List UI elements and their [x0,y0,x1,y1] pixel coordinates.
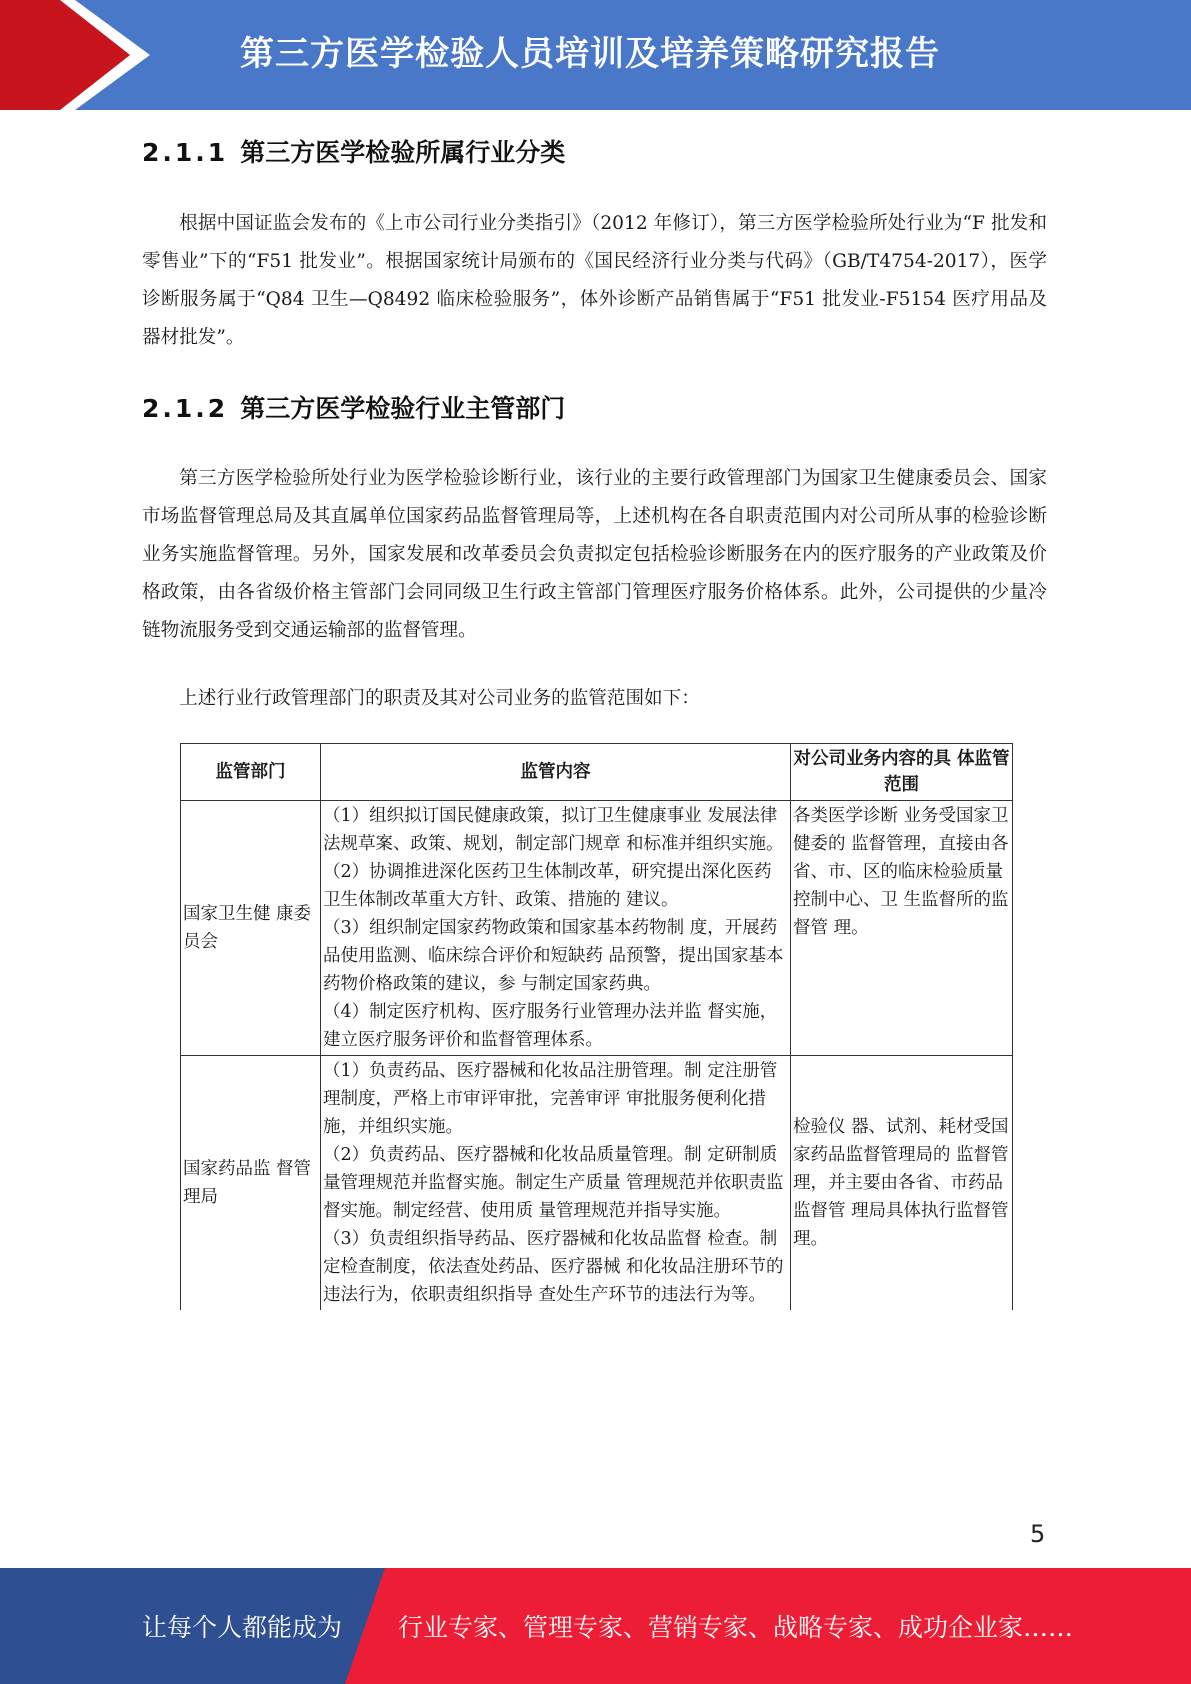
table-cell-dept: 国家药品监 督管理局 [181,1056,321,1311]
section-paragraph-2-1-2: 第三方医学检验所处行业为医学检验诊断行业，该行业的主要行政管理部门为国家卫生健康委员会、国家市场监督管理总局及其直属单位国家药品监督管理局等，上述机构在各自职责范围内对公司所从事的检验诊断业务实施监督管理。另外，国家发展和改革委员会负责拟定包括检验诊断服务在内的医疗服务的产业政策及价格政策，由各省级价格主管部门会同同级卫生行政主管部门管理医疗服务价格体系。此外，公司提供的少量冷链物流服务受到交通运输部的监督管理。 [142,468,1047,641]
duty-item: （4）制定医疗机构、医疗服务行业管理办法并监 督实施，建立医疗服务评价和监督管理体系。 [323,1002,778,1050]
report-title: 第三方医学检验人员培训及培养策略研究报告 [240,34,940,74]
duty-item: （1）负责药品、医疗器械和化妆品注册管理。制 定注册管理制度，严格上市审评审批，完善审评 审批服务便利化措施，并组织实施。 [323,1061,778,1137]
footer-band [0,1568,1191,1684]
duty-item: （2）负责药品、医疗器械和化妆品质量管理。制 定研制质量管理规范并监督实施。制定生产质量 管理规范并依职责监督实施。制定经营、使用质 量管理规范并指导实施。 [323,1145,784,1221]
table-cell-dept: 国家卫生健 康委员会 [181,801,321,1056]
duty-item: （2）协调推进深化医药卫生体制改革，研究提出深化医药卫生体制改革重大方针、政策、措施的 建议。 [323,862,772,910]
header-chevron-icon [0,0,160,110]
section-heading-2-1-2 [142,389,565,425]
table-header-row [181,744,1013,801]
section-number: 2.1.2 [142,394,229,423]
duty-item: （1）组织拟订国民健康政策，拟订卫生健康事业 发展法律法规草案、政策、规划，制定部门规章 和标准并组织实施。 [323,806,784,854]
column-header-dept: 监管部门 [181,744,321,801]
table-cell-content [321,801,791,1056]
regulator-table [180,743,1012,1310]
table-intro: 上述行业行政管理部门的职责及其对公司业务的监管范围如下： [179,688,700,709]
section-title: 第三方医学检验行业主管部门 [240,394,566,423]
header-band [0,0,1191,110]
table-row [181,801,1013,1056]
footer-slogan-right: 行业专家、管理专家、营销专家、战略专家、成功企业家…… [398,1613,1074,1642]
table-cell-scope: 各类医学诊断 业务受国家卫健委的 监督管理，直接由各 省、市、区的临床检验质量控制中心、卫 生监督所的监督管 理。 [791,801,1013,1056]
section-number: 2.1.1 [142,138,229,167]
section-heading-2-1-1 [142,133,565,169]
column-header-scope: 对公司业务内容的具 体监管范围 [791,744,1013,801]
footer-slogan-left: 让每个人都能成为 [142,1613,343,1642]
duty-item: （3）负责组织指导药品、医疗器械和化妆品监督 检查。制定检查制度，依法查处药品、医疗器械 和化妆品注册环节的违法行为，依职责组织指导 查处生产环节的违法行为等。 [323,1229,784,1305]
table-cell-content [321,1056,791,1311]
section-title: 第三方医学检验所属行业分类 [240,138,566,167]
table-row [181,1056,1013,1311]
duty-item: （3）组织制定国家药物政策和国家基本药物制 度，开展药品使用监测、临床综合评价和短缺药 品预警，提出国家基本药物价格政策的建议，参 与制定国家药典。 [323,918,784,994]
page-number: 5 [1030,1520,1046,1548]
column-header-content: 监管内容 [321,744,791,801]
table-cell-scope: 检验仪 器、试剂、耗材受国 家药品监督管理局的 监督管理，并主要由各省、市药品监督管 理局具体执行监督管 理。 [791,1056,1013,1311]
section-paragraph-2-1-1: 根据中国证监会发布的《上市公司行业分类指引》（2012 年修订），第三方医学检验所处行业为“F 批发和零售业”下的“F51 批发业”。根据国家统计局颁布的《国民经济行业分类与代码》（GB/T4754-2017），医学诊断服务属于“Q84 卫生—Q8492 临床检验服务”，体外诊断产品销售属于“F51 批发业-F5154 医疗用品及器材批发”。 [142,213,1047,348]
